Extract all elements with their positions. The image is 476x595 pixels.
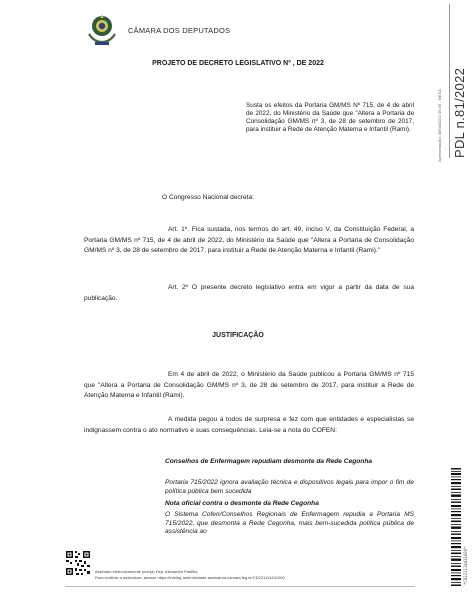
quote-headline: Nota oficial contra o desmonte da Rede Cegonha: [165, 500, 319, 507]
barcode-code: *CD221114431000*: [463, 546, 468, 585]
signature-note: Assinado eletronicamente pelo(a) Dep. Alexandre Padilha: [95, 569, 198, 574]
article-1: Art. 1º. Fica sustada, nos termos do art. 49, inciso V, da Constituição Federal, a Portaria GM/MS nº 715, de 4 de abril de 2022, do Ministério da Saúde que "Altera a Portaria de Consolidação GM/MS nº 3, de 28 de setembro de 2017, para instituir a Rede de Atenção Materna e Infantil (Rami).": [84, 226, 414, 254]
document-id: PDL n.81/2022: [452, 67, 467, 158]
justification-paragraph: A medida pegou a todos de surpresa e fez com que entidades e especialistas se indignassem contra o ato normativo e suas consequências. Leia-se a nota do COFEN:: [84, 416, 414, 434]
presentation-stamp: Apresentação: 08/04/2022 09:35 - MESA: [437, 89, 442, 162]
margin-divider: [449, 4, 450, 158]
document-title: PROJETO DE DECRETO LEGISLATIVO Nº , DE 2022: [152, 60, 324, 67]
article-2: Art. 2º O presente decreto legislativo entra em vigor a partir da data de sua publicação.: [84, 284, 414, 302]
justification-paragraph: Em 4 de abril de 2022, o Ministério da Saúde publicou a Portaria GM/MS nº 715 que "Altera a Portaria de Consolidação GM/MS nº 3, de 28 de setembro de 2017, para instituir a Rede de Atenção Materna e Infantil (Rami).: [84, 371, 414, 399]
justification-heading: JUSTIFICAÇÃO: [212, 332, 264, 339]
quote-body: O Sistema Cofen/Conselhos Regionais de Enfermagem repudia a Portaria MS 715/2022, que desmonta a Rede Cegonha, mais bem-sucedida política pública de assistência ao: [165, 511, 414, 535]
qr-code-icon: [65, 550, 91, 576]
quote-subheadline: Portaria 715/2022 ignora avaliação técnica e dispositivos legais para impor o fim de política pública bem sucedida: [165, 479, 414, 495]
ementa: Susta os efeitos da Portaria GM/MS Nº 715, de 4 de abril de 2022, do Ministério da Saúde que "Altera a Portaria de Consolidação GM/MS nº 3, de 28 de setembro de 2017, para instituir a Rede de Atenção Materna e Infantil (Rami).: [246, 102, 414, 133]
preamble: O Congresso Nacional decreta:: [162, 194, 254, 201]
footer-divider: [65, 586, 415, 587]
chamber-crest-icon: [86, 12, 118, 48]
quote-headline: Conselhos de Enfermagem repudiam desmonte da Rede Cegonha: [165, 458, 373, 465]
barcode-icon: [451, 468, 461, 586]
verification-link[interactable]: Para verificar a assinatura, acesse https://infoleg-autenticidade-assinatura.camara.leg.br/CD221114431000: [95, 575, 285, 580]
chamber-name: CÂMARA DOS DEPUTADOS: [128, 26, 231, 35]
